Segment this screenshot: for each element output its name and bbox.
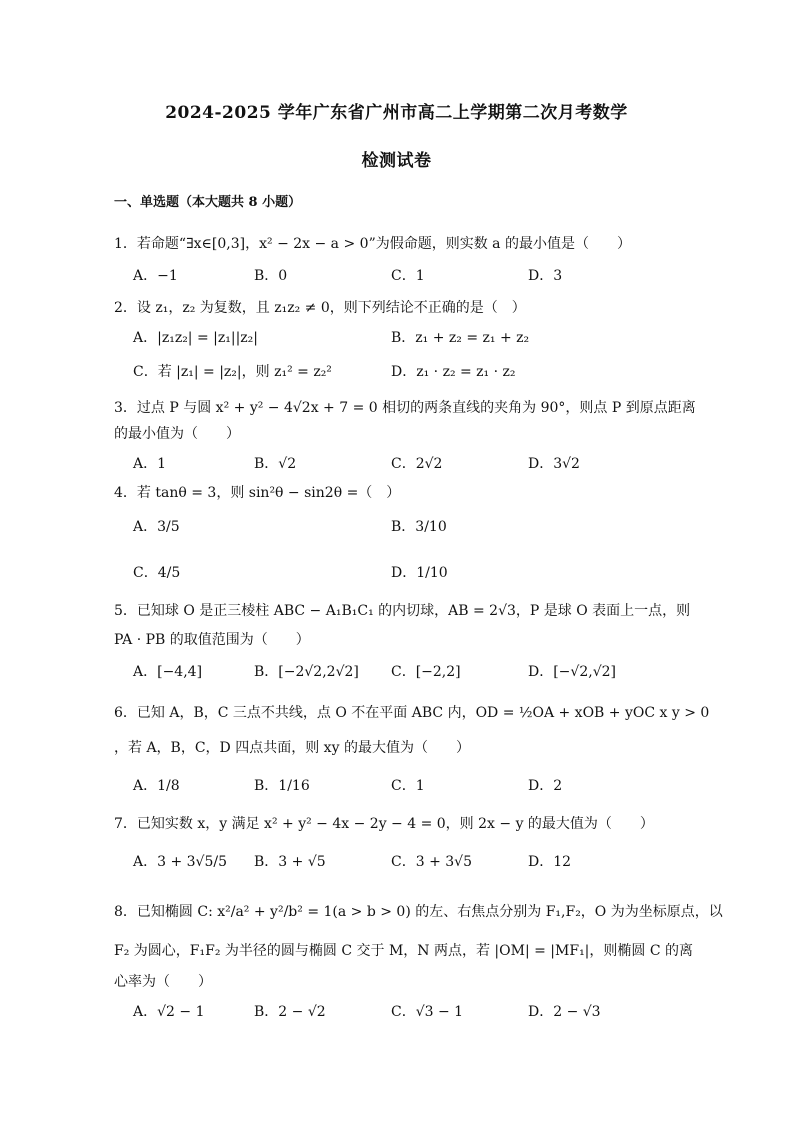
question-2-text: 2．设 z₁，z₂ 为复数，且 z₁z₂ ≠ 0，则下列结论不正确的是（ ） [114, 300, 526, 316]
question-7-option-d: D．12 [528, 854, 572, 870]
question-8-option-d: D．2 − √3 [528, 1004, 601, 1020]
question-2-option-a: A．|z₁z₂| = |z₁||z₂| [133, 330, 258, 346]
question-3-option-b: B．√2 [254, 456, 297, 472]
question-1-text: 1．若命题“∃x∈[0,3]，x² − 2x − a > 0”为假命题，则实数 a 的最小值是（ ） [114, 236, 631, 252]
question-8-option-c: C．√3 − 1 [391, 1004, 464, 1020]
question-5-option-c: C．[−2,2] [391, 664, 461, 680]
question-1-option-a: A．−1 [133, 268, 178, 284]
question-2-option-d: D．z₁ · z₂ = z₁ · z₂ [391, 364, 516, 380]
question-6-option-d: D．2 [528, 778, 563, 794]
exam-title-line1: 2024-2025 学年广东省广州市高二上学期第二次月考数学 [165, 103, 628, 123]
question-8-option-a: A．√2 − 1 [133, 1004, 205, 1020]
question-4-option-b: B．3/10 [391, 519, 447, 535]
question-1-option-d: D．3 [528, 268, 563, 284]
question-2-option-b: B．z₁ + z₂ = z₁ + z₂ [391, 330, 530, 346]
question-7-option-a: A．3 + 3√5/5 [133, 854, 228, 870]
section-heading: 一、单选题（本大题共 8 小题） [114, 195, 302, 210]
question-4-option-d: D．1/10 [391, 565, 448, 581]
question-6-text-line1: 6．已知 A，B，C 三点不共线，点 O 不在平面 ABC 内，OD = ½OA + xOB + yOC x y > 0 [114, 705, 710, 721]
question-6-option-c: C．1 [391, 778, 425, 794]
question-3-text-line1: 3．过点 P 与圆 x² + y² − 4√2x + 7 = 0 相切的两条直线的夹角为 90°，则点 P 到原点距离 [114, 400, 696, 416]
question-1-option-b: B．0 [254, 268, 288, 284]
question-8-text-line2: F₂ 为圆心，F₁F₂ 为半径的圆与椭圆 C 交于 M，N 两点，若 |OM| = |MF₁|，则椭圆 C 的离 [114, 943, 694, 959]
question-2-option-c: C．若 |z₁| = |z₂|，则 z₁² = z₂² [133, 364, 332, 380]
question-4-option-a: A．3/5 [133, 519, 180, 535]
question-5-option-a: A．[−4,4] [133, 664, 203, 680]
question-7-option-b: B．3 + √5 [254, 854, 326, 870]
question-5-option-d: D．[−√2,√2] [528, 664, 616, 680]
question-6-option-b: B．1/16 [254, 778, 310, 794]
question-3-option-d: D．3√2 [528, 456, 580, 472]
question-5-option-b: B．[−2√2,2√2] [254, 664, 359, 680]
question-4-option-c: C．4/5 [133, 565, 181, 581]
question-1-option-c: C．1 [391, 268, 425, 284]
question-5-text-line1: 5．已知球 O 是正三棱柱 ABC − A₁B₁C₁ 的内切球，AB = 2√3，P 是球 O 表面上一点，则 [114, 603, 691, 619]
question-6-option-a: A．1/8 [133, 778, 180, 794]
question-7-text: 7．已知实数 x，y 满足 x² + y² − 4x − 2y − 4 = 0，则 2x − y 的最大值为（ ） [114, 816, 654, 832]
question-3-option-c: C．2√2 [391, 456, 443, 472]
question-8-option-b: B．2 − √2 [254, 1004, 326, 1020]
question-5-text-line2: PA · PB 的取值范围为（ ） [114, 632, 310, 648]
exam-title-line2: 检测试卷 [361, 151, 432, 171]
question-8-text-line3: 心率为（ ） [114, 974, 212, 990]
question-7-option-c: C．3 + 3√5 [391, 854, 472, 870]
question-8-text-line1: 8．已知椭圆 C: x²/a² + y²/b² = 1(a > b > 0) 的左、右焦点分别为 F₁,F₂，O 为为坐标原点，以 [114, 904, 723, 920]
question-3-option-a: A．1 [133, 456, 167, 472]
question-4-text: 4．若 tanθ = 3，则 sin²θ − sin2θ =（ ） [114, 485, 401, 501]
question-3-text-line2: 的最小值为（ ） [114, 426, 240, 442]
question-6-text-line2: ，若 A，B，C，D 四点共面，则 xy 的最大值为（ ） [114, 740, 470, 756]
